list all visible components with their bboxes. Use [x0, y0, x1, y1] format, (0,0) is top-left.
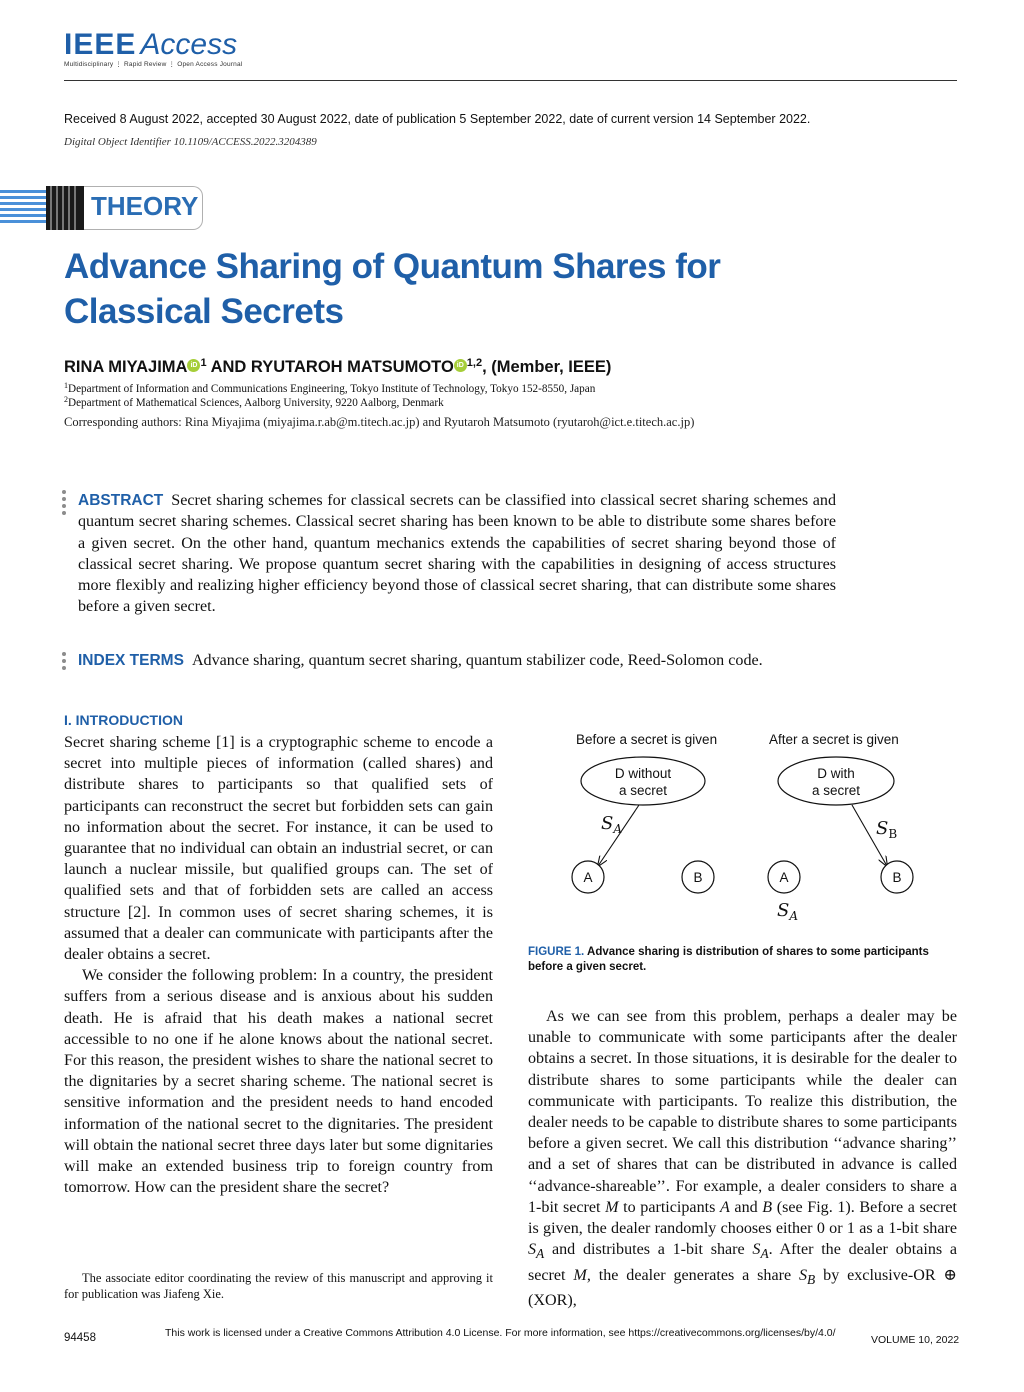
abstract-text: Secret sharing schemes for classical secrets can be classified into classical secret sharing schemes and quantum secret sharing schemes. Classical secret sharing has been known to be able to distribute some shares before a given secret. On the other hand, quantum mechanics extends the capabilities of secret sharing beyond those of classical secret sharing. We propose quantum secret sharing with the capabilities in designing of access structures more flexibly and realizing higher efficiency beyond those of classical secret sharing, that can distribute some shares before a given secret.	[78, 492, 836, 616]
author-2: AND RYUTAROH MATSUMOTO	[210, 358, 454, 376]
share-sa-label: $S_A$	[601, 813, 623, 836]
theory-banner-bars-icon	[0, 186, 84, 230]
section-type-label: THEORY	[91, 191, 199, 221]
paper-title	[64, 244, 864, 334]
header-rule	[64, 80, 957, 81]
orcid-icon[interactable]: iD	[187, 359, 200, 372]
orcid-icon[interactable]: iD	[454, 359, 467, 372]
label-before: Before a secret is given	[576, 732, 718, 747]
corresponding-authors: Corresponding authors: Rina Miyajima (miyajima.r.ab@m.titech.ac.jp) and Ryutaroh Matsumoto (ryutaroh@ict.e.titech.ac.jp)	[64, 415, 695, 429]
share-sa-held-label: $S_A$	[777, 900, 799, 923]
abstract-marker-icon	[62, 490, 68, 518]
logo-tagline: Multidisciplinary ⋮ Rapid Review ⋮ Open Access Journal	[64, 61, 243, 68]
figure-1-label: FIGURE 1.	[528, 946, 585, 958]
logo-access: Access	[140, 28, 238, 61]
abstract	[78, 490, 836, 618]
affiliation-1: $^1$Department of Information and Communications Engineering, Tokyo Institute of Technology, Tokyo 152-8550, Japan	[64, 381, 596, 395]
figure-1-caption-text: Advance sharing is distribution of shares to some participants before a given secret.	[528, 946, 929, 973]
intro-paragraph-2: We consider the following problem: In a country, the president suffers from a serious disease and is anxious about his sudden death. He is afraid that his death makes a national secret accessible to no one if he alone knows about the national secret. For this reason, the president wishes to share the national secret to the dignitaries by a secret sharing scheme. The national secret is sensitive information and the president needs to hand encoded information of the national secret to the dignitaries. The president will obtain the national secret three days later but some dignitaries will make an extended business trip to foreign country from tomorrow. How can the president share the secret?	[64, 967, 493, 1197]
index-terms-label: INDEX TERMS	[78, 652, 184, 669]
logo-ieee: IEEE	[64, 28, 137, 61]
dealer-before-line-1: D without	[614, 766, 672, 781]
participant-b-after-label: B	[892, 870, 902, 885]
license-notice[interactable]: This work is licensed under a Creative Commons Attribution 4.0 License. For more information, see https://creativecommons.org/licenses/by/4.0/	[165, 1327, 836, 1339]
share-sb-label: $S_B$	[876, 818, 898, 841]
label-after: After a secret is given	[769, 732, 899, 747]
title-line-2: Classical Secrets	[64, 292, 344, 331]
editor-footnote: The associate editor coordinating the review of this manuscript and approving it for publication was Jiafeng Xie.	[64, 1271, 493, 1301]
participant-a-after-label: A	[779, 870, 789, 885]
author-2-affil: 1,2	[466, 357, 483, 369]
participant-a-before-label: A	[583, 870, 593, 885]
doi[interactable]: Digital Object Identifier 10.1109/ACCESS.2022.3204389	[64, 136, 317, 148]
right-column	[528, 1006, 957, 1311]
journal-logo[interactable]	[64, 28, 242, 74]
volume-info: VOLUME 10, 2022	[871, 1334, 960, 1346]
dealer-after-line-1: D with	[817, 766, 855, 781]
section-heading: I. INTRODUCTION	[64, 712, 183, 728]
affiliation-2: $^2$Department of Mathematical Sciences, Aalborg University, 9220 Aalborg, Denmark	[64, 395, 444, 409]
title-line-1: Advance Sharing of Quantum Shares for	[64, 247, 721, 286]
intro-paragraph-1: Secret sharing scheme [1] is a cryptographic scheme to encode a secret into multiple pieces of information (called shares) and distribute shares to participants so that qualified sets of participants can reconstruct the secret but forbidden sets can gain no information about the secret. For instance, it can be used to guarantee that no individual can obtain an industrial secret, or can launch a nuclear missile, but qualified groups can. The set of qualified sets and that of forbidden sets are called an access structure [2]. In common uses of secret sharing schemes, it is assumed that a dealer can communicate with participants after the dealer obtains a secret.	[64, 734, 493, 964]
left-column	[64, 732, 493, 1198]
intro-paragraph-3: As we can see from this problem, perhaps a dealer may be unable to communicate with some participants after the dealer obtains a secret. In those situations, it is desirable for the dealer to distribute shares to some participants while the dealer can communicate with participants. To realize this distribution, the dealer needs to be capable to distribute shares to some participants before a given secret. We call this distribution ‘‘advance sharing’’ and a set of shares that can be distributed in advance is called ‘‘advance-shareable’’. For example, a dealer considers to share a 1-bit secret M to participants A and B (see Fig. 1). Before a secret is given, the dealer randomly chooses either 0 or 1 as a 1-bit share $S_A$ and distributes a 1-bit share $S_A$. After the dealer obtains a secret M, the dealer generates a share $S_B$ by exclusive-OR ⊕ (XOR),	[528, 1008, 958, 1310]
author-2-membership: , (Member, IEEE)	[482, 358, 612, 376]
figure-1-caption	[528, 945, 957, 975]
dealer-before-line-2: a secret	[618, 783, 668, 798]
received-dates: Received 8 August 2022, accepted 30 August 2022, date of publication 5 September 2022, date of current version 14 September 2022.	[64, 112, 811, 126]
index-terms-text: Advance sharing, quantum secret sharing, quantum stabilizer code, Reed-Solomon code.	[191, 652, 763, 669]
author-1: RINA MIYAJIMA	[64, 358, 188, 376]
dealer-after-line-2: a secret	[811, 783, 861, 798]
page-number: 94458	[64, 1332, 96, 1344]
figure-1-diagram	[556, 726, 936, 926]
author-list	[64, 357, 611, 377]
participant-b-before-label: B	[693, 870, 703, 885]
index-terms-marker-icon	[62, 652, 68, 673]
author-1-affil: 1	[200, 357, 207, 369]
abstract-label: ABSTRACT	[78, 492, 164, 509]
index-terms	[78, 650, 938, 671]
